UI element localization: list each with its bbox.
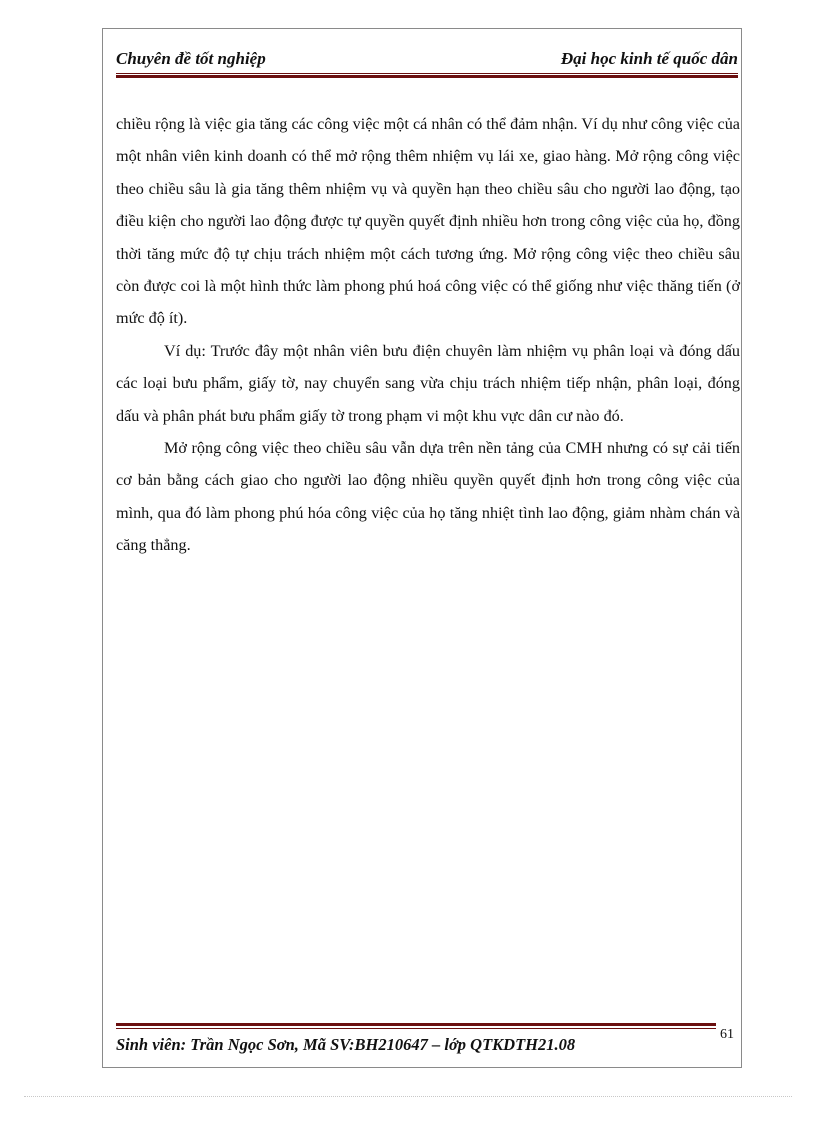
header-rule-thick <box>116 75 738 78</box>
header-left-title: Chuyên đề tốt nghiệp <box>116 49 266 68</box>
body-text <box>116 108 740 562</box>
paragraph-3: Mở rộng công việc theo chiều sâu vẫn dựa trên nền tảng của CMH nhưng có sự cải tiến cơ bản bằng cách giao cho người lao động nhiều quyền quyết định hơn trong công việc của mình, qua đó làm phong phú hóa công việc của họ tăng nhiệt tình lao động, giảm nhàm chán và căng thẳng. <box>116 439 740 555</box>
footer-student-info: Sinh viên: Trần Ngọc Sơn, Mã SV:BH210647 – lớp QTKDTH21.08 <box>116 1035 576 1054</box>
paragraph-2: Ví dụ: Trước đây một nhân viên bưu điện chuyên làm nhiệm vụ phân loại và đóng dấu các loại bưu phẩm, giấy tờ, nay chuyển sang vừa chịu trách nhiệm tiếp nhận, phân loại, đóng dấu và phân phát bưu phẩm giấy tờ trong phạm vi một khu vực dân cư nào đó. <box>116 341 740 425</box>
header-right-title: Đại học kinh tế quốc dân <box>560 49 738 68</box>
footer-rule-thick <box>116 1023 716 1026</box>
bottom-dotted-line <box>24 1096 792 1097</box>
paragraph-1: chiều rộng là việc gia tăng các công việc một cá nhân có thể đảm nhận. Ví dụ như công việc của một nhân viên kinh doanh có thể mở rộng thêm nhiệm vụ lái xe, giao hàng. Mở rộng công việc theo chiều sâu là gia tăng thêm nhiệm vụ và quyền hạn theo chiều sâu cho người lao động, tạo điều kiện cho người lao động được tự quyền quyết định nhiều hơn trong công việc của họ, đồng thời tăng mức độ tự chịu trách nhiệm một cách tương ứng. Mở rộng công việc theo chiều sâu còn được coi là một hình thức làm phong phú hoá công việc có thể giống như việc thăng tiến (ở mức độ ít). <box>116 115 740 328</box>
page-number: 61 <box>720 1027 734 1042</box>
header-rule-thin <box>116 73 738 74</box>
page-header <box>116 48 738 72</box>
footer-rule-thin <box>116 1028 716 1029</box>
